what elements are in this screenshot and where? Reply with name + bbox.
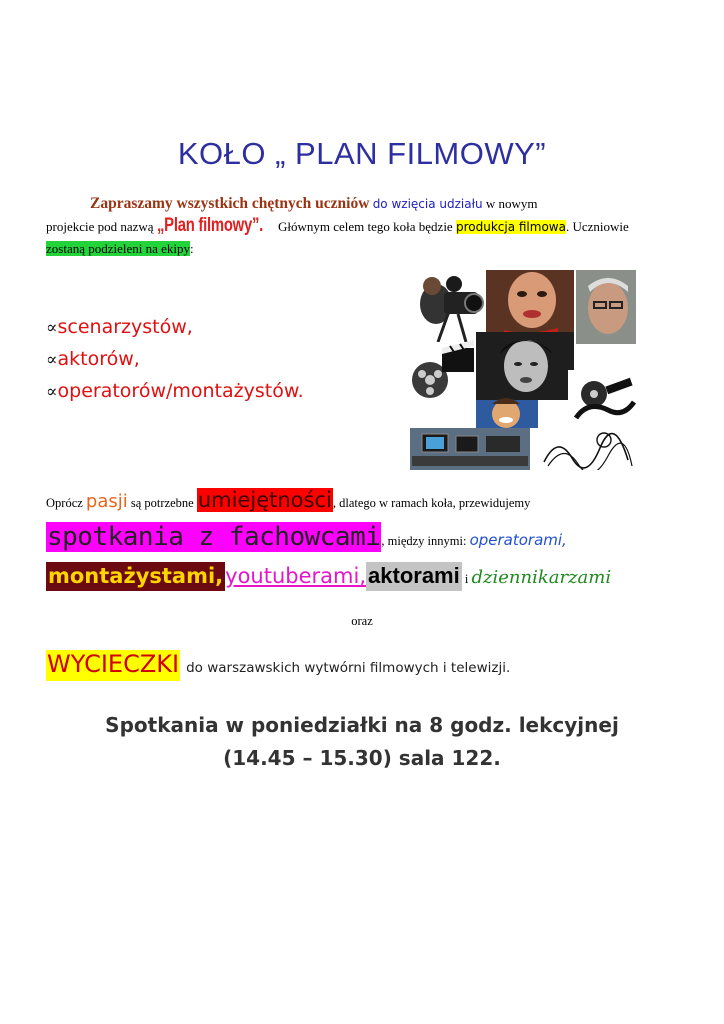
- team-item: [46, 344, 304, 376]
- besides-text: Oprócz: [46, 496, 86, 510]
- trips-highlight: WYCIECZKI: [46, 650, 180, 681]
- main-goal-text: Głównym celem tego koła będzie: [274, 219, 456, 234]
- skills-line-1: [46, 488, 530, 512]
- film-camera-icon: [408, 270, 484, 342]
- needed-text: są potrzebne: [127, 496, 197, 510]
- production-highlight: produkcja filmowa: [455, 220, 566, 234]
- project-named-text: projekcie pod nazwą: [46, 219, 157, 234]
- trips-rest-text: do warszawskich wytwórni filmowych i telewizji.: [186, 660, 511, 676]
- operators-word: operatorami,: [469, 531, 567, 549]
- team-item: [46, 376, 304, 408]
- proportional-bullet: ∝: [46, 382, 58, 402]
- youtubers-word: youtuberami,: [225, 564, 367, 588]
- plan-name: „Plan filmowy”.: [156, 215, 263, 236]
- divided-highlight: zostaną podzieleni na ekipy: [46, 241, 191, 256]
- intro-paragraph: [46, 193, 666, 259]
- invite-text: Zapraszamy wszystkich chętnych uczniów: [90, 195, 370, 212]
- skills-line-3: [46, 563, 611, 589]
- intro-line-1: [46, 193, 666, 215]
- and-text: i: [461, 572, 472, 586]
- meeting-info: [0, 709, 724, 775]
- teams-list: [46, 312, 304, 408]
- skills-highlight: umiejętności: [197, 488, 332, 512]
- editors-highlight: montażystami,: [46, 562, 225, 591]
- proportional-bullet: ∝: [46, 350, 58, 370]
- participate-text: do wzięcia udziału: [372, 197, 483, 211]
- actress-portrait-icon: [486, 270, 574, 333]
- trips-line: [46, 650, 510, 678]
- skills-line-2: [46, 522, 567, 552]
- proportional-bullet: ∝: [46, 318, 58, 338]
- intro-line-2: [46, 215, 666, 238]
- new-text: w nowym: [482, 196, 538, 211]
- film-strip-icon: [568, 370, 636, 426]
- team-label: aktorów,: [57, 348, 140, 370]
- director-portrait-icon: [576, 270, 636, 344]
- actors-highlight: aktorami: [366, 562, 462, 591]
- team-label: operatorów/montażystów.: [57, 380, 304, 402]
- journalists-word: dziennikarzami: [471, 567, 612, 588]
- film-collage-image: [408, 270, 636, 470]
- oraz-text: oraz: [351, 614, 373, 628]
- meeting-line-1: Spotkania w poniedziałki na 8 godz. lekcyjnej: [105, 713, 619, 737]
- passion-word: pasji: [85, 491, 128, 512]
- tv-studio-icon: [410, 428, 530, 470]
- intro-line-3: [46, 238, 666, 259]
- team-label: scenarzystów,: [57, 316, 193, 338]
- meetings-highlight: spotkania z fachowcami: [47, 522, 381, 552]
- comedian-portrait-icon: [476, 398, 538, 428]
- page-title: KOŁO „ PLAN FILMOWY”: [177, 136, 547, 171]
- film-sketch-icon: [538, 428, 636, 470]
- students-text: . Uczniowie: [565, 219, 629, 234]
- among-text: , między innymi:: [381, 534, 470, 548]
- colon-text: :: [190, 241, 194, 256]
- therefore-text: , dlatego w ramach koła, przewidujemy: [332, 496, 531, 510]
- team-item: [46, 312, 304, 344]
- meeting-line-2: (14.45 – 15.30) sala 122.: [223, 746, 501, 770]
- vintage-actress-icon: [476, 332, 574, 400]
